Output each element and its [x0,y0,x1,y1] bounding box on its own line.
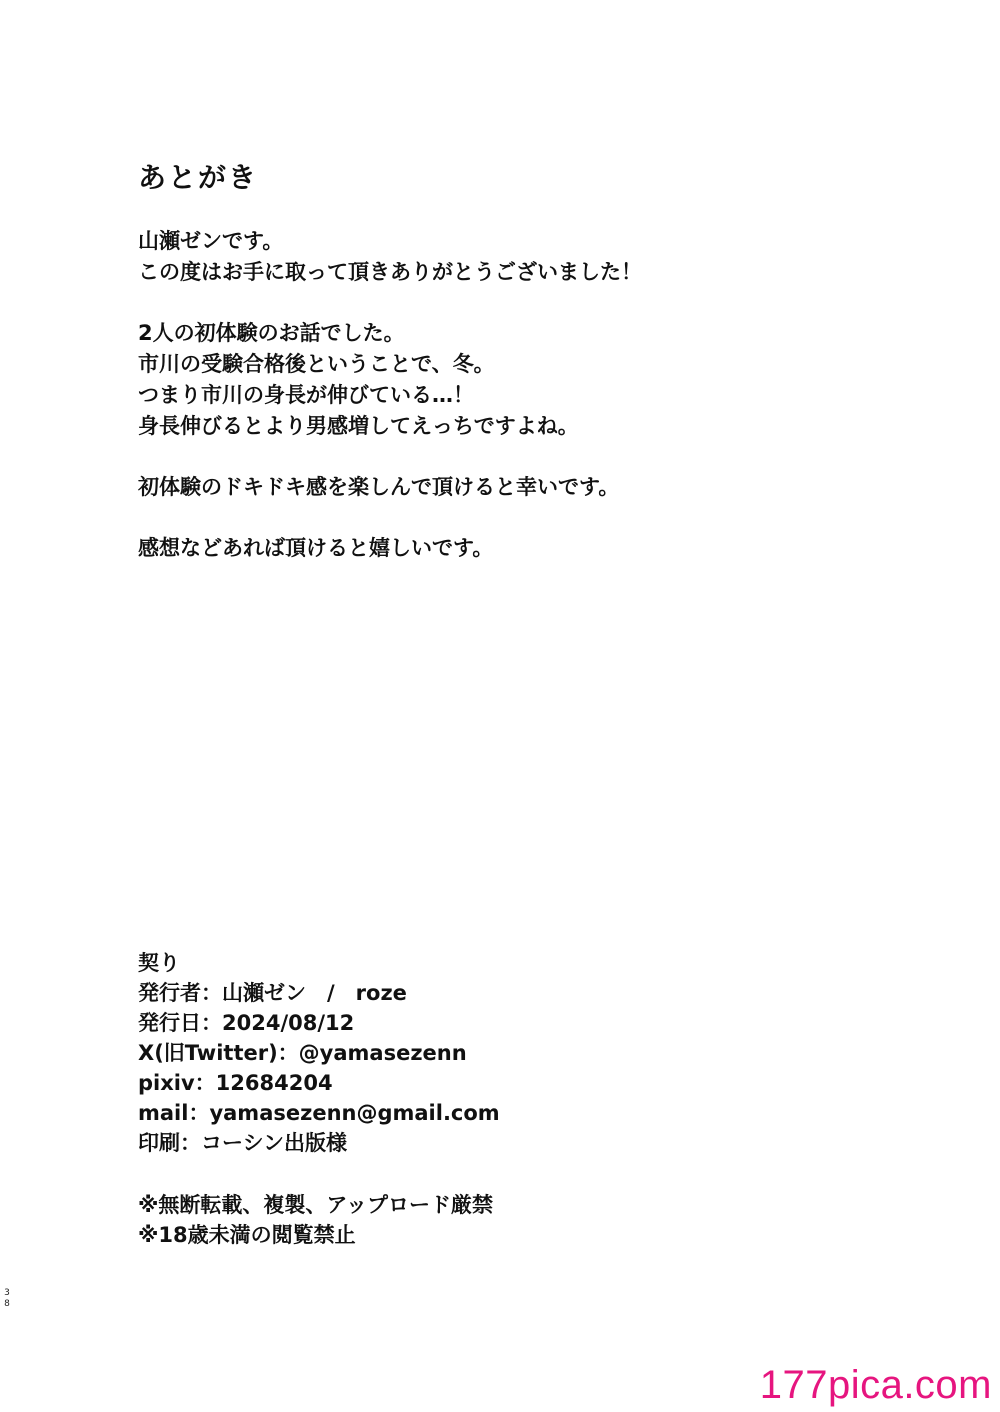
afterword-line: 初体験のドキドキ感を楽しんで頂けると幸いです。 [138,475,620,499]
publisher-line: 発行者：山瀬ゼン / roze [138,981,407,1005]
page-number-digit: 3 [4,1288,10,1298]
afterword-line: 山瀬ゼンです。 [138,229,284,253]
watermark: 177pica.com [759,1363,992,1407]
page-number [2,1288,12,1310]
afterword-line: 市川の受験合格後ということで、冬。 [138,352,495,376]
afterword-paragraph [138,318,918,442]
notices [138,1190,838,1250]
afterword-line: この度はお手に取って頂きありがとうございました！ [138,260,642,284]
notice-line: ※18歳未満の閲覧禁止 [138,1223,356,1247]
notice-line: ※無断転載、複製、アップロード厳禁 [138,1193,493,1217]
afterword-line: つまり市川の身長が伸びている…！ [138,383,474,407]
afterword-title: あとがき [138,161,259,194]
mail-line: mail：yamasezenn@gmail.com [138,1101,500,1125]
twitter-line: X(旧Twitter)：@yamasezenn [138,1041,467,1065]
publish-date-line: 発行日：2024/08/12 [138,1011,355,1035]
pixiv-line: pixiv：12684204 [138,1071,333,1095]
afterword-paragraph [138,533,918,564]
afterword-paragraph [138,472,918,503]
colophon [138,948,838,1158]
page-number-digit: 8 [4,1299,10,1309]
afterword-paragraph [138,226,918,288]
book-title: 契り [138,951,180,975]
afterword-line: 身長伸びるとより男感増してえっちですよね。 [138,414,579,438]
printer-line: 印刷：コーシン出版様 [138,1131,348,1155]
afterword-line: 感想などあれば頂けると嬉しいです。 [138,536,494,560]
afterword-line: 2人の初体験のお話でした。 [138,321,405,345]
afterword-body [138,226,918,594]
